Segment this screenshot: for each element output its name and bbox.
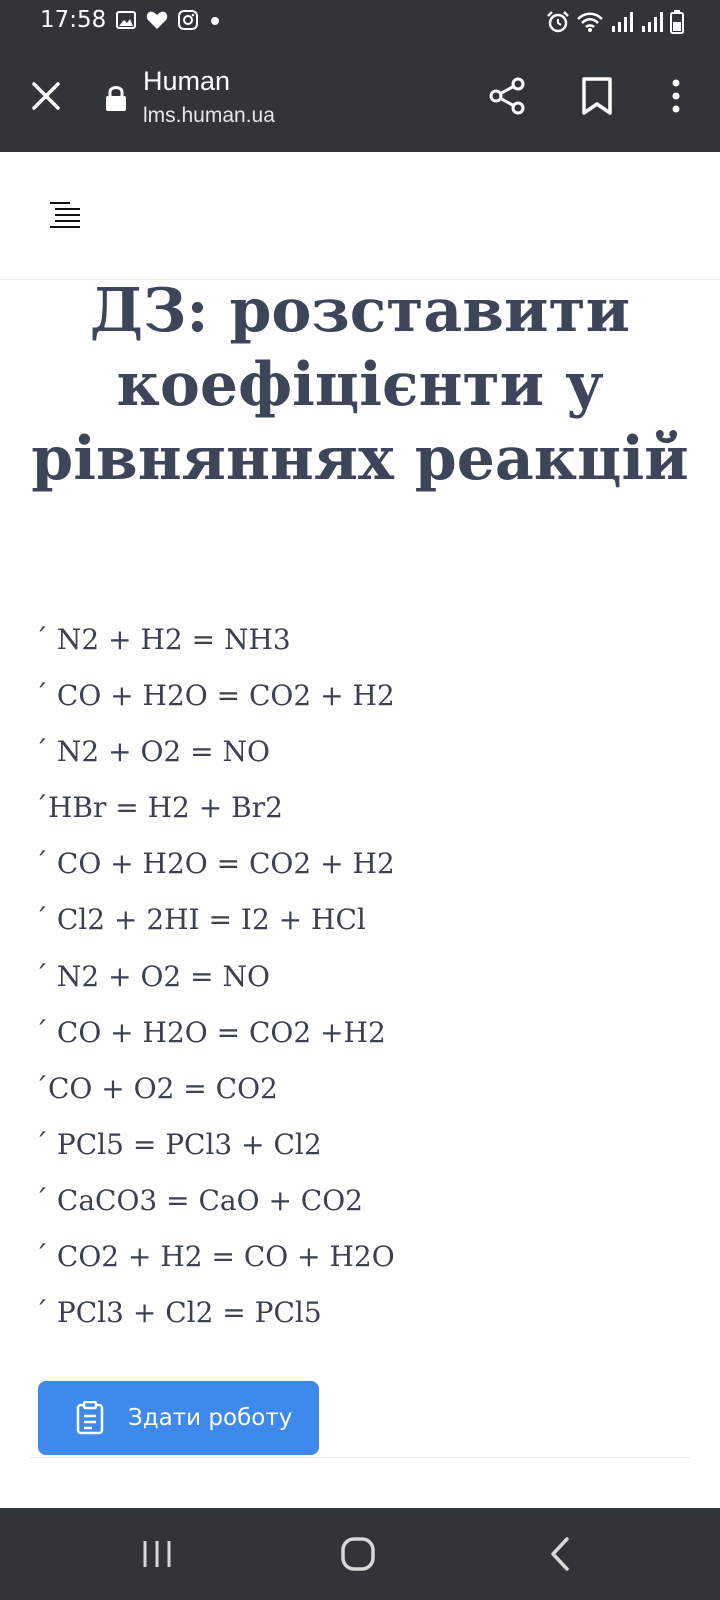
browser-toolbar	[0, 44, 720, 152]
status-bar	[0, 0, 720, 44]
equation-item: ´ CO + H2O = CO2 + H2	[34, 679, 395, 713]
dot-icon	[208, 10, 222, 30]
equation-item: ´ CaCO3 = CaO + CO2	[34, 1183, 363, 1217]
clipboard-icon	[76, 1401, 104, 1435]
page-header	[0, 152, 720, 280]
recent-apps-icon[interactable]	[140, 1538, 174, 1570]
more-vert-icon[interactable]	[664, 76, 688, 116]
status-time: 17:58	[40, 7, 107, 33]
page-title	[20, 274, 700, 496]
title-line: рівняннях реакцій	[31, 424, 689, 494]
signal-icon	[640, 11, 664, 33]
title-line: коефіцієнти у	[116, 350, 604, 420]
equation-item: ´ CO + H2O = CO2 +H2	[34, 1015, 386, 1049]
signal-icon	[610, 11, 634, 33]
divider	[30, 1457, 690, 1458]
share-icon[interactable]	[488, 76, 528, 116]
equation-item: ´ Cl2 + 2HI = I2 + HCl	[34, 903, 366, 937]
equation-item: ´ N2 + H2 = NH3	[34, 623, 291, 656]
equation-item: ´ N2 + O2 = NO	[34, 959, 270, 993]
home-icon[interactable]	[340, 1536, 376, 1572]
submit-work-button[interactable]	[38, 1381, 319, 1455]
close-icon[interactable]	[28, 78, 64, 114]
equation-item: ´HBr = H2 + Br2	[34, 791, 283, 825]
site-url[interactable]: lms.human.ua	[143, 104, 275, 127]
equation-list	[34, 612, 395, 1341]
system-icons	[546, 10, 684, 34]
site-title: Human	[143, 66, 231, 96]
equation-item: ´ CO2 + H2 = CO + H2O	[34, 1240, 395, 1274]
equation-item: ´ CO + H2O = CO2 + H2	[34, 847, 395, 881]
heart-icon	[146, 10, 168, 30]
lock-icon	[104, 84, 128, 112]
title-line: ДЗ: розставити	[89, 276, 631, 346]
equation-item: ´ N2 + O2 = NO	[34, 735, 270, 769]
notification-icons	[116, 10, 222, 30]
wifi-icon	[576, 11, 604, 33]
bookmark-icon[interactable]	[580, 76, 614, 116]
image-icon	[116, 11, 136, 29]
back-icon[interactable]	[548, 1536, 572, 1572]
equation-item: ´ PCl3 + Cl2 = PCl5	[34, 1296, 322, 1330]
submit-work-label: Здати роботу	[128, 1405, 293, 1431]
equation-item: ´ PCl5 = PCl3 + Cl2	[34, 1127, 322, 1161]
system-navigation-bar	[0, 1508, 720, 1600]
menu-icon[interactable]	[48, 200, 82, 230]
battery-icon	[670, 10, 684, 34]
alarm-icon	[546, 10, 570, 34]
instagram-icon	[178, 10, 198, 30]
equation-item: ´CO + O2 = CO2	[34, 1071, 278, 1105]
